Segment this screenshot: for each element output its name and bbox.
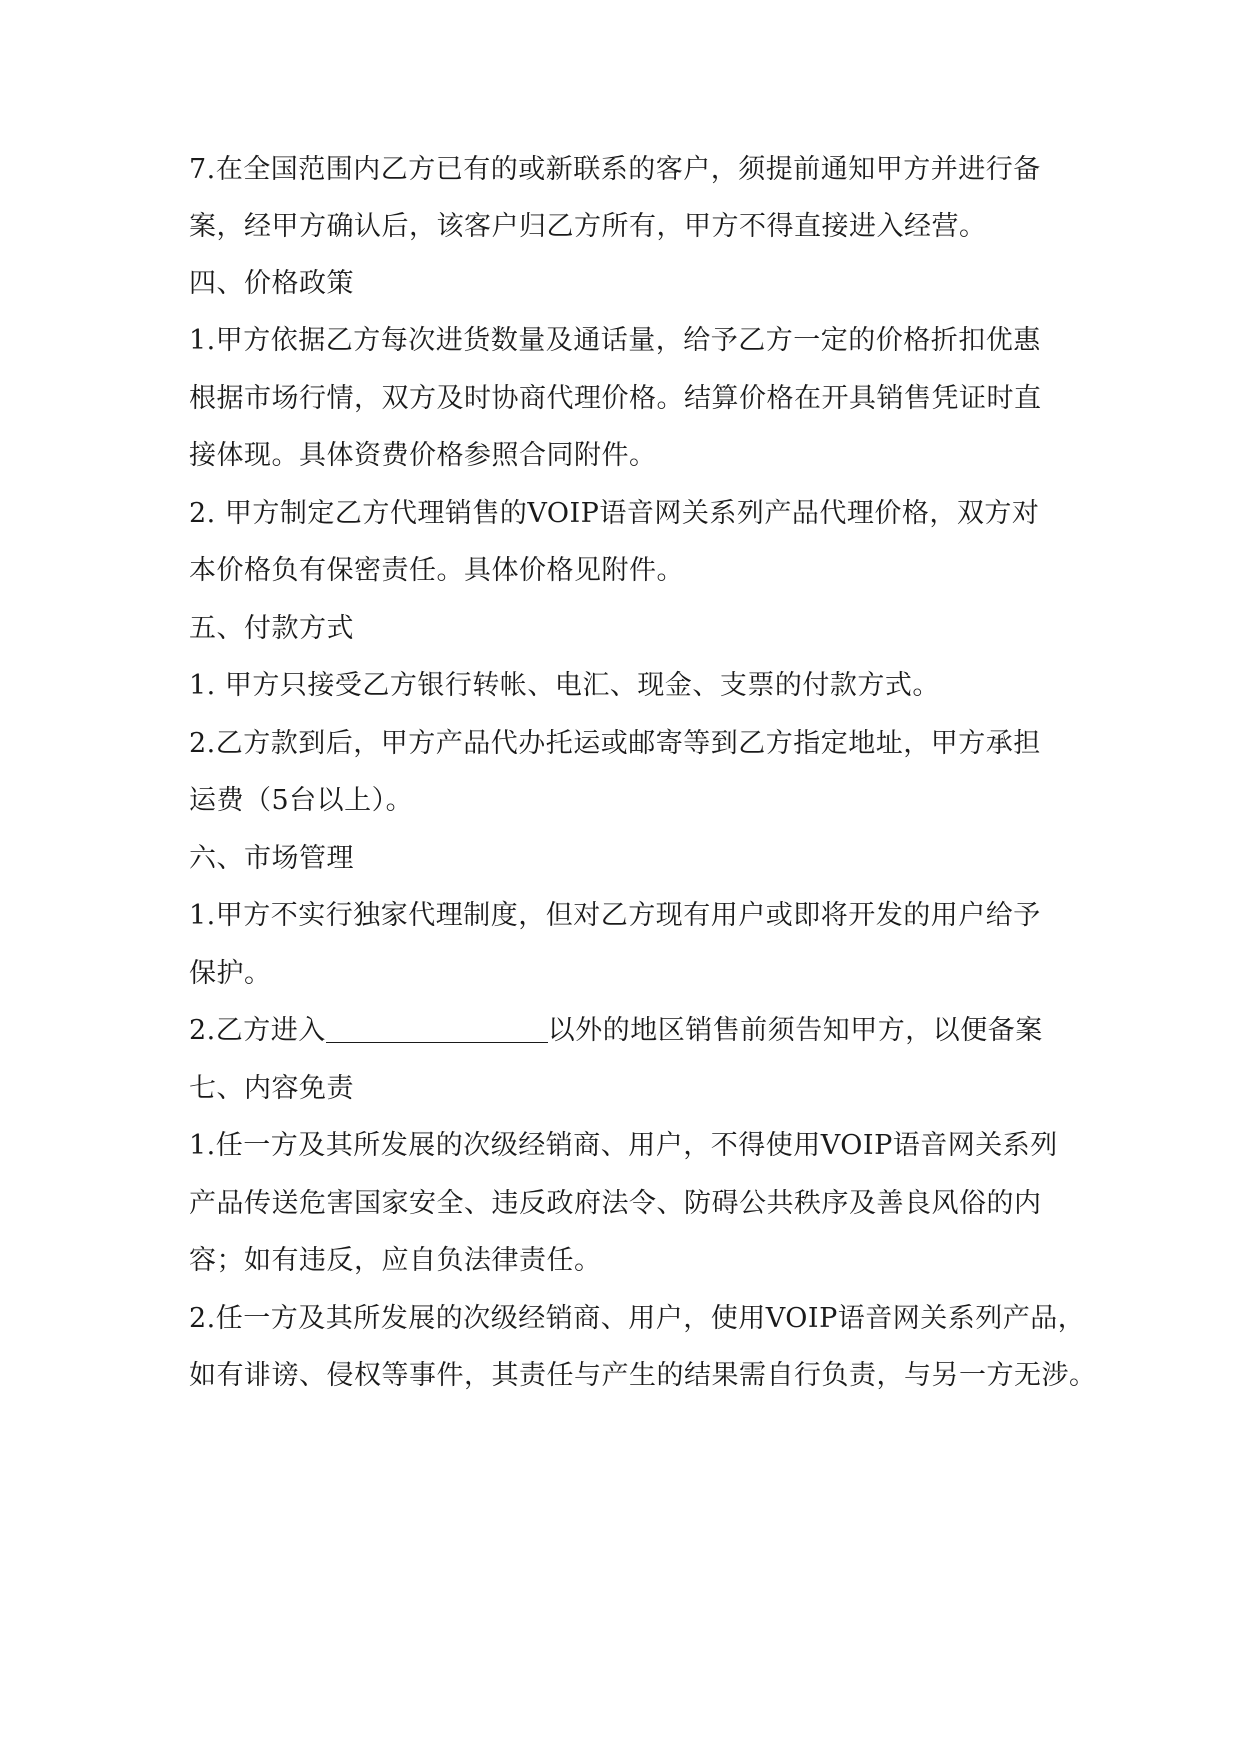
price-clause-1-line-1: 1.甲方依据乙方每次进货数量及通话量，给予乙方一定的价格折扣优惠 bbox=[189, 325, 1041, 356]
market-clause-1-line-1: 1.甲方不实行独家代理制度，但对乙方现有用户或即将开发的用户给予 bbox=[189, 900, 1041, 931]
clause-7-line-1: 7.在全国范围内乙方已有的或新联系的客户，须提前通知甲方并进行备 bbox=[189, 154, 1041, 185]
section-heading-payment: 五、付款方式 bbox=[189, 613, 354, 644]
payment-clause-1: 1. 甲方只接受乙方银行转帐、电汇、现金、支票的付款方式。 bbox=[189, 670, 940, 701]
section-heading-market-management: 六、市场管理 bbox=[189, 843, 354, 874]
payment-clause-2-line-2: 运费（5台以上）。 bbox=[189, 785, 414, 816]
fill-in-blank-region bbox=[326, 1014, 548, 1043]
market-clause-2-suffix: 以外的地区销售前须告知甲方，以便备案 bbox=[547, 1015, 1043, 1046]
price-clause-1-line-3: 接体现。具体资费价格参照合同附件。 bbox=[189, 440, 657, 471]
disclaimer-clause-1-line-3: 容；如有违反，应自负法律责任。 bbox=[189, 1245, 602, 1276]
section-heading-disclaimer: 七、内容免责 bbox=[189, 1073, 354, 1104]
payment-clause-2-line-1: 2.乙方款到后，甲方产品代办托运或邮寄等到乙方指定地址，甲方承担 bbox=[189, 728, 1041, 759]
price-clause-1-line-2: 根据市场行情，双方及时协商代理价格。结算价格在开具销售凭证时直 bbox=[189, 383, 1042, 414]
price-clause-2-line-1: 2. 甲方制定乙方代理销售的VOIP语音网关系列产品代理价格，双方对 bbox=[189, 498, 1040, 529]
disclaimer-clause-2-line-1: 2.任一方及其所发展的次级经销商、用户，使用VOIP语音网关系列产品， bbox=[189, 1303, 1086, 1334]
section-heading-price-policy: 四、价格政策 bbox=[189, 268, 354, 299]
disclaimer-clause-2-line-2: 如有诽谤、侵权等事件，其责任与产生的结果需自行负责，与另一方无涉。 bbox=[189, 1360, 1097, 1391]
market-clause-1-line-2: 保护。 bbox=[189, 958, 272, 989]
clause-7-line-2: 案，经甲方确认后，该客户归乙方所有，甲方不得直接进入经营。 bbox=[189, 211, 987, 242]
disclaimer-clause-1-line-1: 1.任一方及其所发展的次级经销商、用户，不得使用VOIP语音网关系列 bbox=[189, 1130, 1058, 1161]
market-clause-2-prefix: 2.乙方进入 bbox=[189, 1015, 326, 1046]
price-clause-2-line-2: 本价格负有保密责任。具体价格见附件。 bbox=[189, 555, 684, 586]
market-clause-2 bbox=[189, 1013, 1069, 1049]
disclaimer-clause-1-line-2: 产品传送危害国家安全、违反政府法令、防碍公共秩序及善良风俗的内 bbox=[189, 1188, 1042, 1219]
